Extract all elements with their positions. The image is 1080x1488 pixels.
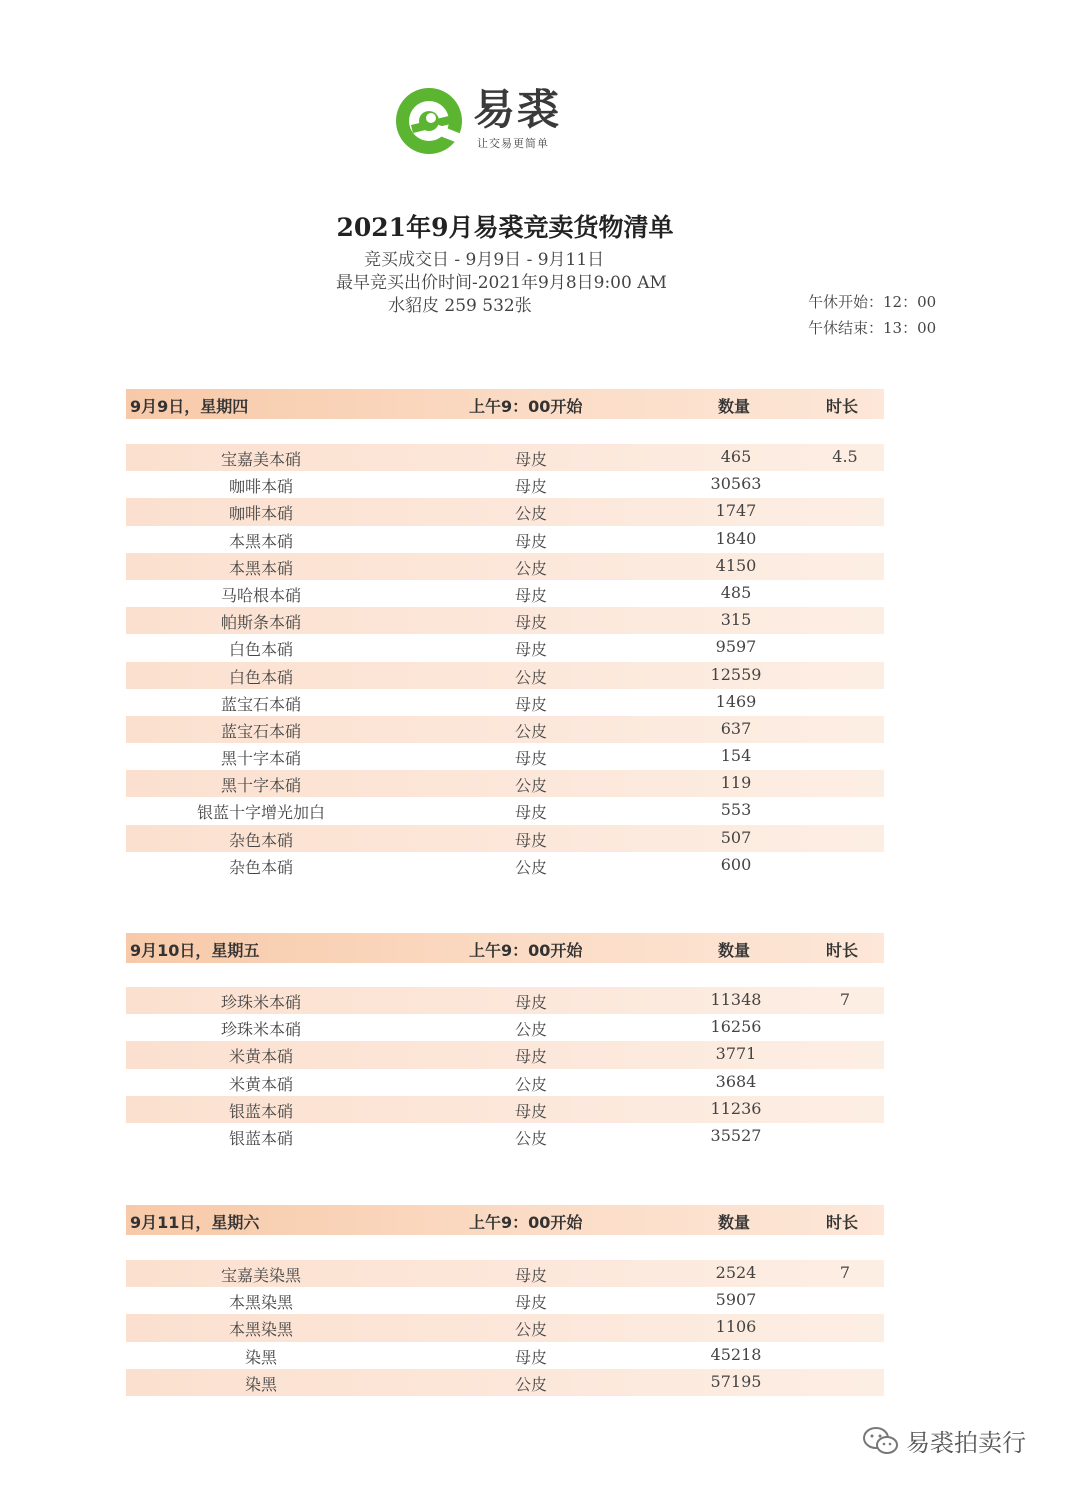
duration-header: 时长	[826, 397, 859, 416]
table-row	[126, 1096, 884, 1123]
brand-logo	[393, 85, 583, 157]
lunch-end: 午休结束：13：00	[808, 319, 937, 337]
item-name: 米黄本硝	[228, 1047, 293, 1067]
skin-type: 母皮	[514, 803, 547, 823]
section-start-time: 上午9：00开始	[469, 941, 583, 960]
table-row	[126, 634, 884, 661]
quantity: 465	[720, 447, 752, 466]
watermark-text: 易裘拍卖行	[906, 1429, 1026, 1457]
item-name: 宝嘉美本硝	[220, 450, 301, 469]
table-row	[126, 1342, 884, 1369]
item-name: 黑十字本硝	[220, 776, 301, 796]
item-name: 珍珠米本硝	[220, 993, 301, 1012]
skin-type: 公皮	[514, 1320, 547, 1340]
table-row	[126, 1314, 884, 1341]
auction-day-section	[126, 389, 884, 877]
auction-day-section	[126, 1205, 884, 1394]
skin-type: 母皮	[514, 640, 547, 660]
section-header	[126, 389, 884, 419]
quantity: 3771	[715, 1044, 757, 1064]
table-row	[126, 852, 884, 879]
item-name: 染黑	[244, 1347, 277, 1367]
item-name: 杂色本硝	[228, 857, 293, 877]
item-name: 本黑染黑	[228, 1293, 293, 1313]
skin-type: 公皮	[514, 667, 547, 687]
qty-header: 数量	[718, 941, 751, 960]
quantity: 1469	[715, 691, 757, 711]
skin-type: 母皮	[514, 830, 547, 850]
skin-type: 母皮	[514, 585, 547, 605]
quantity: 45218	[710, 1344, 762, 1364]
deal-days: 竞买成交日 - 9月9日 - 9月11日	[364, 250, 605, 270]
quantity: 154	[720, 746, 752, 766]
quantity: 11236	[710, 1098, 762, 1118]
quantity: 35527	[710, 1125, 762, 1145]
quantity: 1747	[715, 501, 757, 521]
table-row	[126, 607, 884, 634]
duration-header: 时长	[826, 1213, 859, 1232]
table-row	[126, 662, 884, 689]
quantity: 315	[720, 610, 752, 630]
item-name: 白色本硝	[228, 667, 293, 687]
quantity: 3684	[715, 1071, 757, 1091]
quantity: 16256	[710, 1017, 762, 1037]
skin-type: 母皮	[514, 613, 547, 633]
item-name: 银蓝十字增光加白	[196, 803, 325, 823]
section-start-time: 上午9：00开始	[469, 1213, 583, 1232]
skin-type: 母皮	[514, 694, 547, 714]
qty-header: 数量	[718, 1213, 751, 1232]
item-name: 银蓝本硝	[228, 1101, 293, 1121]
quantity: 600	[720, 854, 752, 874]
duration: 7	[839, 1263, 851, 1282]
item-name: 蓝宝石本硝	[220, 721, 301, 741]
table-row	[126, 444, 884, 471]
quantity: 1106	[715, 1317, 757, 1337]
wechat-icon	[862, 1426, 900, 1456]
quantity: 4150	[715, 555, 757, 575]
quantity: 637	[720, 718, 752, 738]
quantity: 1840	[715, 528, 757, 548]
table-row	[126, 1260, 884, 1287]
quantity: 30563	[710, 474, 762, 494]
skin-type: 母皮	[514, 1047, 547, 1067]
skin-type: 公皮	[514, 1020, 547, 1040]
section-start-time: 上午9：00开始	[469, 397, 583, 416]
section-date: 9月11日，星期六	[130, 1213, 260, 1232]
quantity: 553	[720, 800, 752, 820]
auction-day-section	[126, 933, 884, 1148]
table-row	[126, 743, 884, 770]
item-name: 本黑本硝	[228, 558, 293, 578]
skin-type: 母皮	[514, 450, 547, 469]
skin-type: 公皮	[514, 558, 547, 578]
table-row	[126, 689, 884, 716]
table-row	[126, 716, 884, 743]
skin-type: 母皮	[514, 1347, 547, 1367]
item-name: 本黑本硝	[228, 531, 293, 551]
item-name: 黑十字本硝	[220, 749, 301, 769]
duration: 4.5	[832, 447, 858, 466]
skin-type: 母皮	[514, 1293, 547, 1313]
brand-slogan: 让交易更简单	[477, 137, 549, 150]
table-row	[126, 471, 884, 498]
table-row	[126, 526, 884, 553]
skin-type: 公皮	[514, 857, 547, 877]
section-date: 9月10日，星期五	[130, 941, 260, 960]
duration-header: 时长	[826, 941, 859, 960]
table-row	[126, 1069, 884, 1096]
quantity: 9597	[715, 637, 757, 657]
table-row	[126, 770, 884, 797]
lunch-start: 午休开始：12：00	[808, 293, 937, 311]
section-rows	[126, 1260, 884, 1396]
skin-type: 母皮	[514, 749, 547, 769]
skin-type: 母皮	[514, 477, 547, 497]
quantity: 5907	[715, 1290, 757, 1310]
quantity: 119	[720, 773, 752, 793]
table-row	[126, 553, 884, 580]
skin-type: 公皮	[514, 776, 547, 796]
skin-type: 母皮	[514, 993, 547, 1012]
quantity: 485	[720, 582, 752, 602]
item-name: 本黑染黑	[228, 1320, 293, 1340]
skin-type: 公皮	[514, 504, 547, 524]
section-header	[126, 1205, 884, 1235]
skin-type: 母皮	[514, 1266, 547, 1285]
duration: 7	[839, 990, 851, 1009]
item-name: 蓝宝石本硝	[220, 694, 301, 714]
item-name: 米黄本硝	[228, 1074, 293, 1094]
skin-type: 母皮	[514, 1101, 547, 1121]
table-row	[126, 1014, 884, 1041]
table-row	[126, 797, 884, 824]
item-name: 珍珠米本硝	[220, 1020, 301, 1040]
earliest-bid-time: 最早竞买出价时间-2021年9月8日9:00 AM	[336, 273, 667, 293]
item-name: 银蓝本硝	[228, 1128, 293, 1148]
skin-type: 公皮	[514, 1128, 547, 1148]
section-rows	[126, 987, 884, 1150]
quantity: 57195	[710, 1371, 762, 1391]
item-name: 杂色本硝	[228, 830, 293, 850]
item-name: 帕斯条本硝	[220, 613, 301, 633]
skin-type: 公皮	[514, 1374, 547, 1394]
table-row	[126, 580, 884, 607]
item-name: 马哈根本硝	[220, 585, 301, 605]
quantity: 507	[720, 827, 752, 847]
item-name: 咖啡本硝	[228, 504, 293, 524]
goods-summary: 水貂皮 259 532张	[388, 296, 532, 316]
section-rows	[126, 444, 884, 879]
skin-type: 母皮	[514, 531, 547, 551]
section-header	[126, 933, 884, 963]
item-name: 染黑	[244, 1374, 277, 1394]
section-date: 9月9日，星期四	[130, 397, 249, 416]
item-name: 咖啡本硝	[228, 477, 293, 497]
table-row	[126, 1287, 884, 1314]
item-name: 宝嘉美染黑	[220, 1266, 301, 1285]
table-row	[126, 987, 884, 1014]
table-row	[126, 498, 884, 525]
item-name: 白色本硝	[228, 640, 293, 660]
skin-type: 公皮	[514, 721, 547, 741]
table-row	[126, 1123, 884, 1150]
table-row	[126, 825, 884, 852]
e-logo-icon	[393, 85, 469, 157]
quantity: 2524	[715, 1263, 757, 1282]
page-title: 2021年9月易裘竞卖货物清单	[336, 213, 674, 242]
quantity: 11348	[710, 990, 762, 1009]
quantity: 12559	[710, 664, 762, 684]
qty-header: 数量	[718, 397, 751, 416]
table-row	[126, 1369, 884, 1396]
table-row	[126, 1041, 884, 1068]
skin-type: 公皮	[514, 1074, 547, 1094]
brand-name: 易裘	[473, 85, 562, 134]
